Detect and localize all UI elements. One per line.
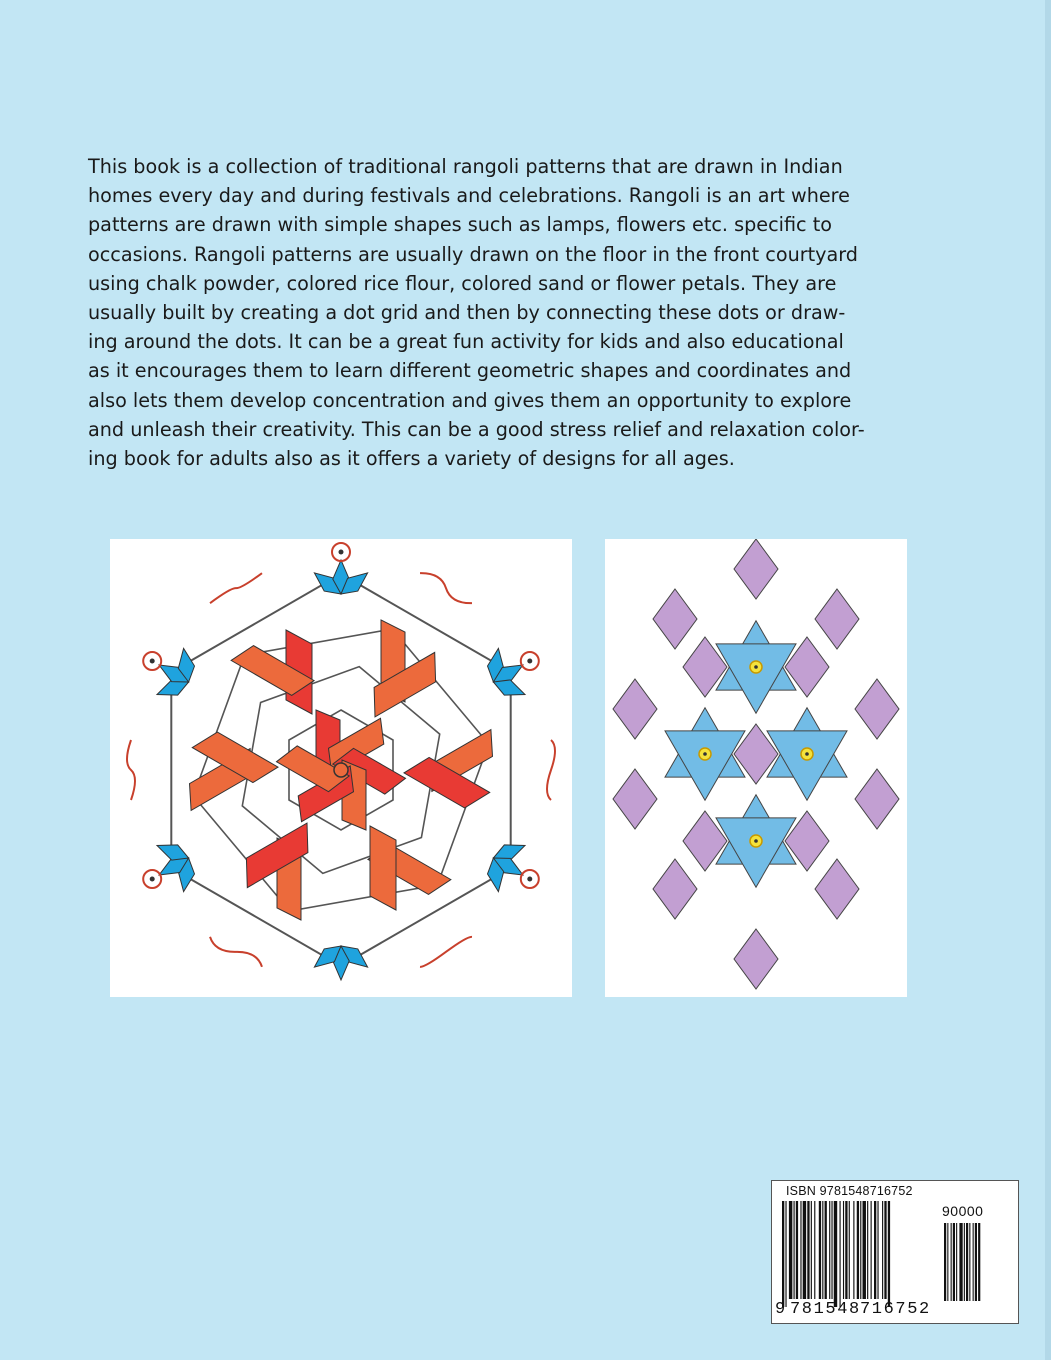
description-line: and unleash their creativity. This can be a good stress relief and relaxation color- bbox=[88, 417, 865, 441]
lilac-diamond bbox=[734, 929, 778, 989]
description-line: ing around the dots. It can be a great fun activity for kids and also educational bbox=[88, 330, 844, 354]
description-line: occasions. Rangoli patterns are usually drawn on the floor in the front courtyard bbox=[88, 242, 858, 266]
isbn-label: ISBN 9781548716752 bbox=[786, 1184, 913, 1198]
barcode-addon-bar bbox=[969, 1223, 970, 1301]
barcode-bar bbox=[800, 1201, 801, 1299]
barcode-bar bbox=[811, 1201, 812, 1299]
squiggle-line bbox=[547, 740, 555, 800]
blue-petal bbox=[157, 845, 189, 860]
barcode-bar bbox=[888, 1201, 890, 1307]
barcode-addon-bar bbox=[951, 1223, 952, 1301]
barcode-bar bbox=[857, 1201, 859, 1299]
barcode-bar bbox=[814, 1201, 815, 1299]
barcode-bar bbox=[840, 1201, 841, 1307]
barcode-bar bbox=[849, 1201, 850, 1299]
description-line: also lets them develop concentration and gives them an opportunity to explore bbox=[88, 388, 852, 412]
lamp-dot bbox=[339, 550, 344, 555]
lilac-diamond bbox=[815, 589, 859, 649]
barcode-addon-bar bbox=[956, 1223, 957, 1301]
lamp-dot bbox=[703, 752, 707, 756]
lilac-diamond bbox=[613, 769, 657, 829]
barcode-digit-first: 9 bbox=[775, 1300, 786, 1319]
lamp-dot bbox=[150, 877, 155, 882]
barcode-addon-bar bbox=[966, 1223, 968, 1301]
barcode-bar bbox=[803, 1201, 806, 1299]
isbn-barcode bbox=[771, 1180, 1019, 1324]
barcode-addon-bar bbox=[975, 1223, 977, 1301]
description-line: using chalk powder, colored rice flour, colored sand or flower petals. They are bbox=[88, 271, 837, 295]
barcode-bar bbox=[819, 1201, 821, 1299]
squiggle-line bbox=[420, 937, 472, 967]
barcode-bar bbox=[789, 1201, 792, 1299]
book-description bbox=[88, 152, 926, 473]
lamp-dot bbox=[754, 839, 758, 843]
rangoli-star-illustration bbox=[605, 539, 907, 997]
lilac-diamond bbox=[815, 859, 859, 919]
barcode-bar bbox=[829, 1201, 830, 1299]
squiggle-line bbox=[210, 937, 262, 967]
squiggle-line bbox=[420, 573, 472, 603]
blue-petal bbox=[493, 680, 525, 695]
lilac-diamond bbox=[613, 679, 657, 739]
description-line: This book is a collection of traditional rangoli patterns that are drawn in Indian bbox=[88, 155, 843, 178]
barcode-addon-bar bbox=[978, 1223, 980, 1301]
description-line: usually built by creating a dot grid and then by connecting these dots or draw- bbox=[88, 301, 846, 325]
barcode-bar bbox=[825, 1201, 827, 1299]
barcode-addon-bar bbox=[964, 1223, 965, 1301]
barcode-bar bbox=[796, 1201, 798, 1299]
description-line: as it encourages them to learn different geometric shapes and coordinates and bbox=[88, 359, 852, 383]
lilac-diamond bbox=[734, 539, 778, 599]
barcode-bar bbox=[794, 1201, 795, 1299]
lilac-diamond bbox=[855, 769, 899, 829]
barcode-bar bbox=[860, 1201, 861, 1299]
barcode-bar bbox=[871, 1201, 872, 1299]
barcode-bar bbox=[782, 1201, 784, 1307]
barcode-bar bbox=[853, 1201, 854, 1299]
lamp-dot bbox=[805, 752, 809, 756]
barcode-bar bbox=[843, 1201, 844, 1299]
barcode-addon-bar bbox=[973, 1223, 974, 1301]
description-line: patterns are drawn with simple shapes such as lamps, flowers etc. specific to bbox=[88, 213, 832, 237]
barcode-bar bbox=[877, 1201, 878, 1299]
barcode-bar bbox=[863, 1201, 866, 1299]
barcode-bar bbox=[884, 1201, 886, 1299]
rangoli-hexagon-drawing bbox=[110, 539, 572, 997]
lamp-dot bbox=[754, 665, 758, 669]
barcode-bar bbox=[785, 1201, 786, 1307]
barcode-bar bbox=[874, 1201, 876, 1299]
lilac-diamond bbox=[653, 589, 697, 649]
barcode-addon-bar bbox=[944, 1223, 946, 1301]
barcode-bar bbox=[807, 1201, 809, 1299]
barcode-addon-bar bbox=[953, 1223, 955, 1301]
barcode-bar bbox=[822, 1201, 823, 1299]
description-line: ing book for adults also as it offers a variety of designs for all ages. bbox=[88, 447, 735, 471]
squiggle-line bbox=[127, 740, 135, 800]
rangoli-star-drawing bbox=[605, 539, 907, 997]
center-dot bbox=[334, 763, 348, 777]
cover-edge bbox=[1045, 0, 1051, 1360]
barcode-bar bbox=[882, 1201, 883, 1299]
barcode-bar bbox=[834, 1201, 837, 1307]
barcode-digits-left: 781548 bbox=[790, 1300, 861, 1319]
lamp-dot bbox=[150, 659, 155, 664]
barcode-digits-right: 716752 bbox=[860, 1300, 931, 1319]
barcode-addon-bar bbox=[947, 1223, 948, 1301]
barcode-bar bbox=[831, 1201, 832, 1299]
barcode-bar bbox=[867, 1201, 868, 1299]
squiggle-line bbox=[210, 573, 262, 603]
rangoli-hexagon-illustration bbox=[110, 539, 572, 997]
lilac-diamond bbox=[653, 859, 697, 919]
lamp-dot bbox=[527, 877, 532, 882]
lamp-dot bbox=[527, 659, 532, 664]
description-line: homes every day and during festivals and celebrations. Rangoli is an art where bbox=[88, 184, 850, 208]
barcode-bar bbox=[845, 1201, 847, 1299]
lilac-diamond bbox=[855, 679, 899, 739]
price-code: 90000 bbox=[942, 1203, 984, 1219]
parallelogram-shape bbox=[370, 826, 396, 910]
barcode-addon-bar bbox=[959, 1223, 962, 1301]
